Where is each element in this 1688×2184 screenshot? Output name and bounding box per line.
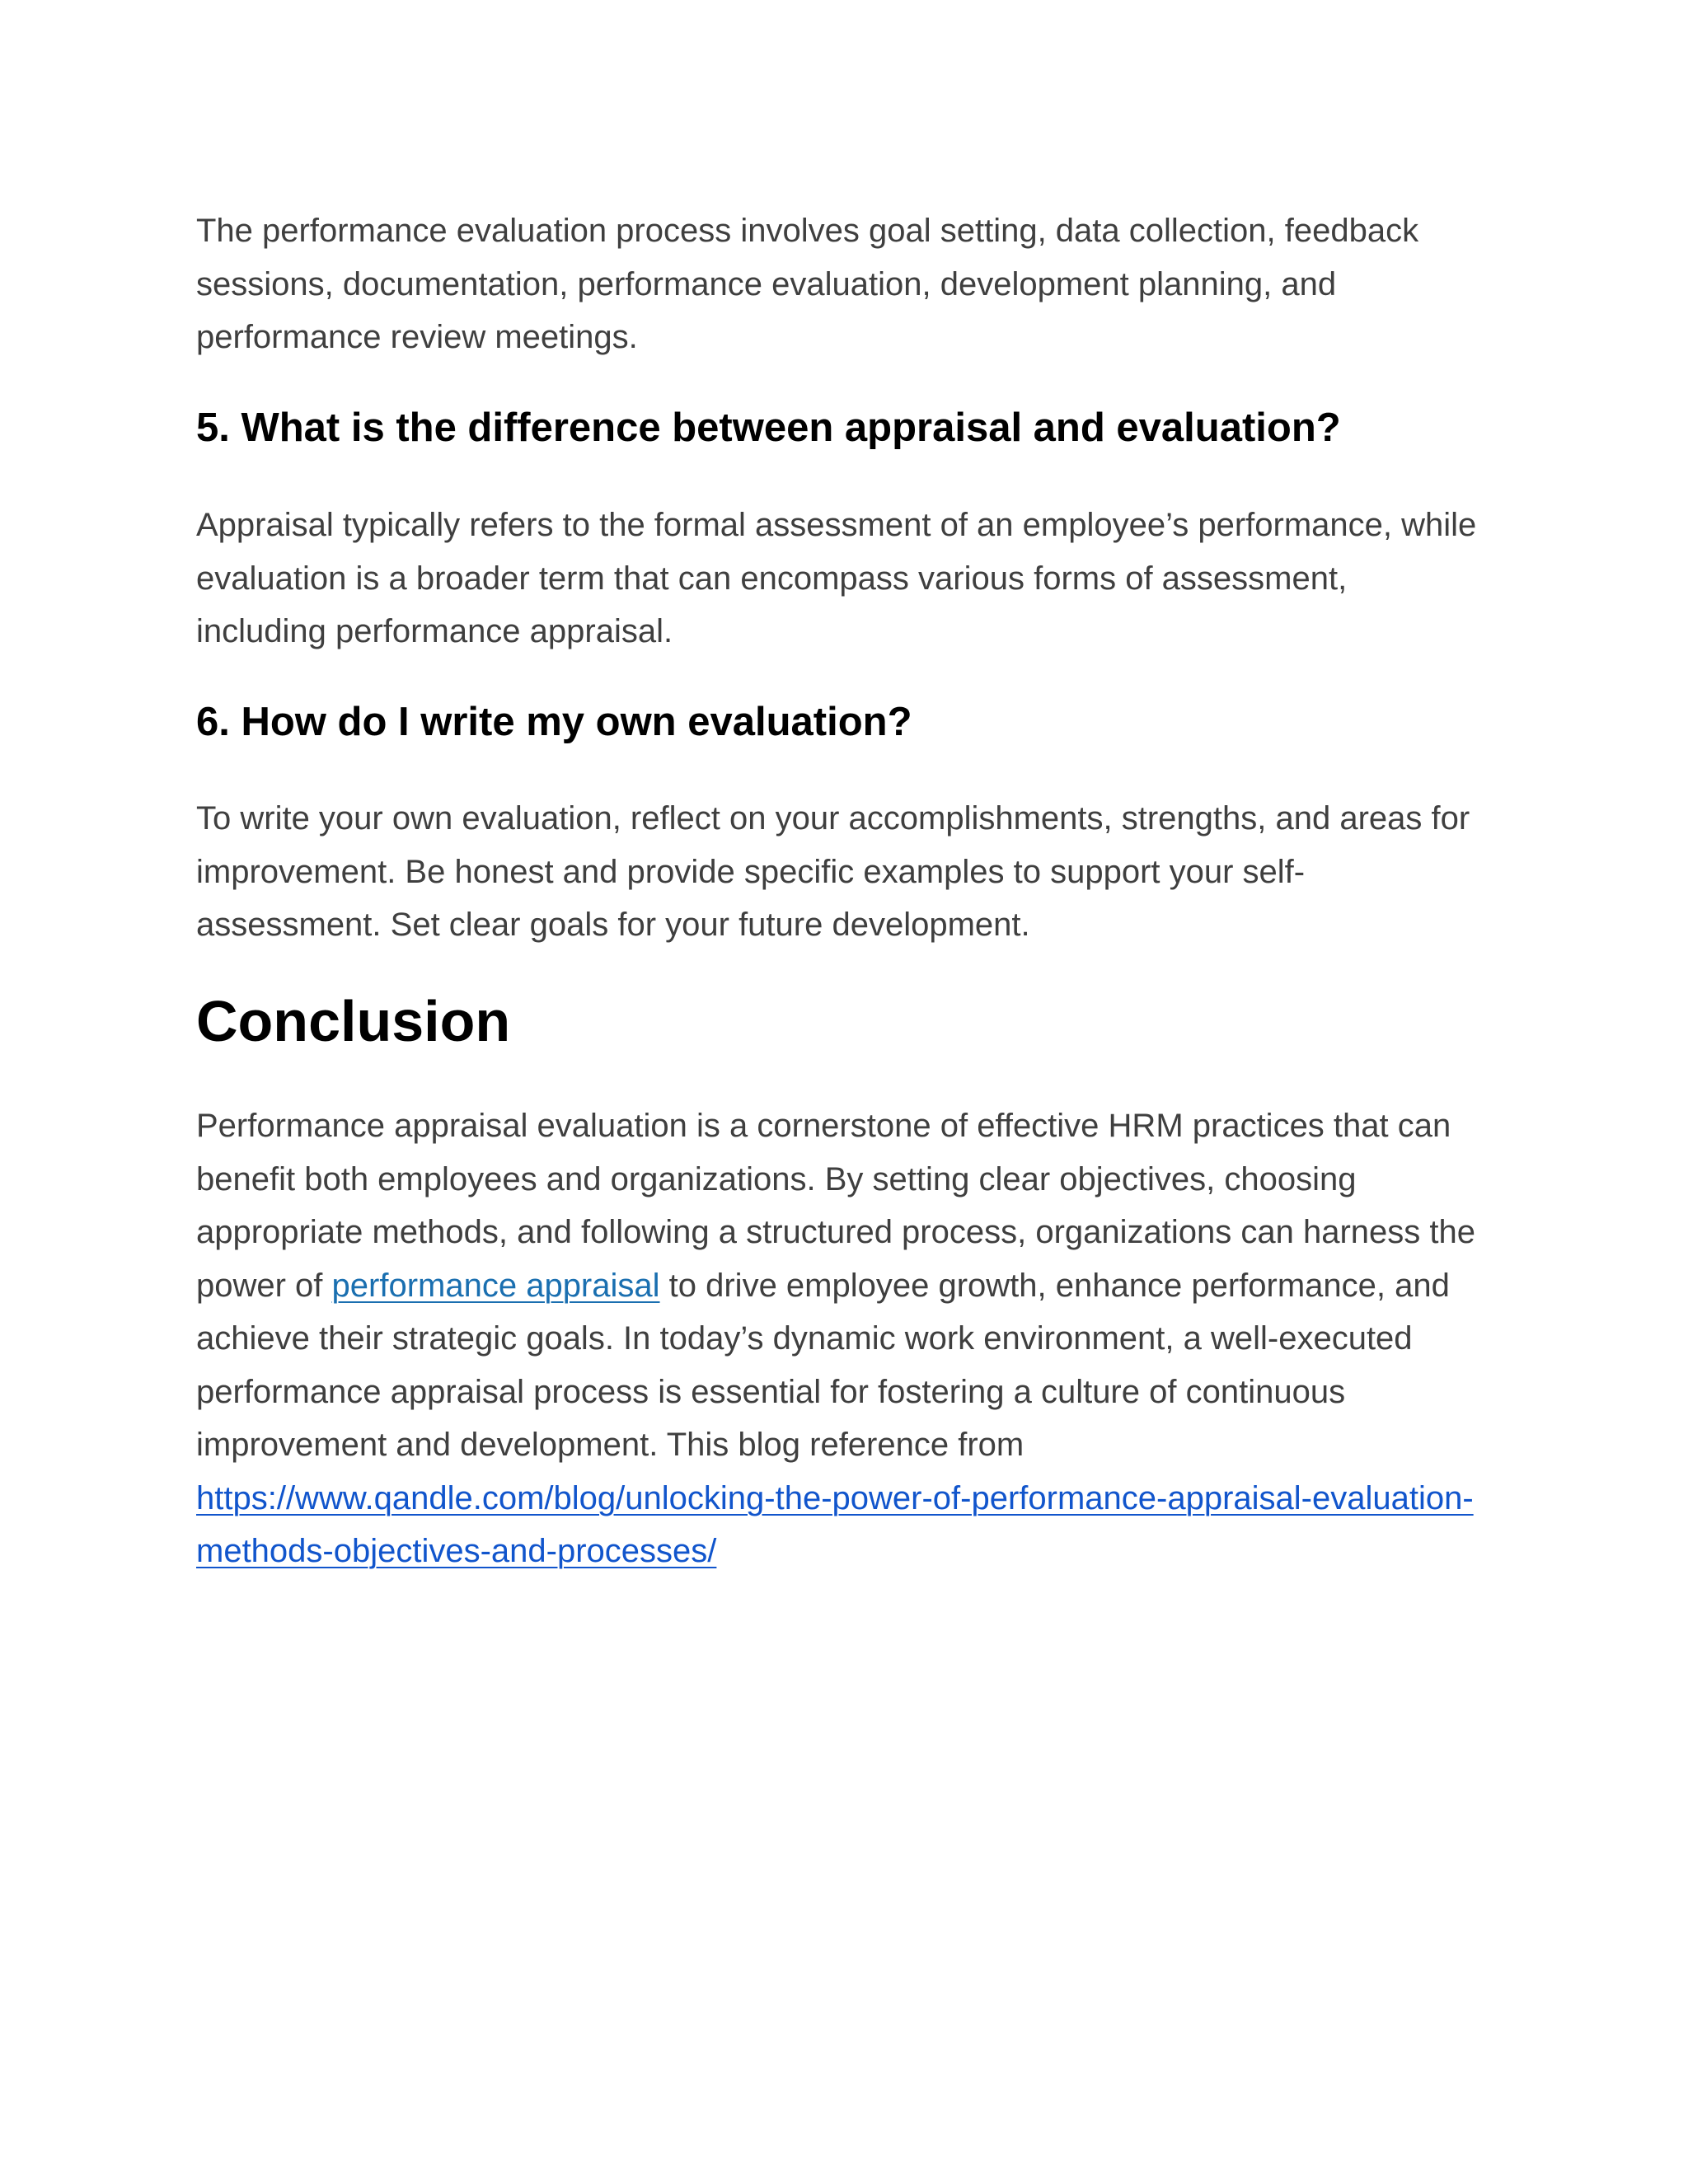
conclusion-line: performance appraisal process is essential for fostering a culture of continuous <box>196 1373 1346 1410</box>
intro-line: The performance evaluation process involves goal setting, data collection, feedback <box>196 213 1419 249</box>
q5-heading: 5. What is the difference between appraisal and evaluation? <box>196 405 1341 450</box>
conclusion-text: power of <box>196 1267 332 1304</box>
conclusion-line: achieve their strategic goals. In today’s dynamic work environment, a well-executed <box>196 1320 1413 1357</box>
conclusion-text: to drive employee growth, enhance performance, and <box>659 1267 1450 1304</box>
q6-answer-line: improvement. Be honest and provide specific examples to support your self- <box>196 853 1306 890</box>
intro-line: performance review meetings. <box>196 319 638 355</box>
intro-line: sessions, documentation, performance evaluation, development planning, and <box>196 265 1337 302</box>
q5-answer-line: including performance appraisal. <box>196 613 673 649</box>
conclusion-heading: Conclusion <box>196 989 511 1053</box>
conclusion-line: improvement and development. This blog reference from <box>196 1427 1025 1463</box>
conclusion-line: benefit both employees and organizations. By setting clear objectives, choosing <box>196 1160 1357 1197</box>
q6-answer-line: To write your own evaluation, reflect on your accomplishments, strengths, and areas for <box>196 800 1470 837</box>
q6-heading: 6. How do I write my own evaluation? <box>196 700 912 744</box>
reference-url-link-continued[interactable]: methods-objectives-and-processes/ <box>196 1533 717 1569</box>
performance-appraisal-link[interactable]: performance appraisal <box>331 1267 660 1304</box>
conclusion-paragraph <box>196 1099 1492 1578</box>
reference-url-link[interactable]: https://www.qandle.com/blog/unlocking-the-power-of-performance-appraisal-evaluation- <box>196 1479 1474 1516</box>
conclusion-line: Performance appraisal evaluation is a cornerstone of effective HRM practices that can <box>196 1108 1451 1144</box>
q5-answer-line: Appraisal typically refers to the formal assessment of an employee’s performance, while <box>196 507 1477 543</box>
reference-url-line <box>196 1525 1492 1578</box>
q5-answer-paragraph <box>196 499 1492 658</box>
q6-answer-line: assessment. Set clear goals for your future development. <box>196 907 1030 943</box>
q6-answer-paragraph <box>196 792 1492 952</box>
conclusion-line: appropriate methods, and following a structured process, organizations can harness the <box>196 1214 1476 1250</box>
q5-answer-line: evaluation is a broader term that can encompass various forms of assessment, <box>196 560 1348 597</box>
reference-url-line <box>196 1472 1492 1526</box>
conclusion-line-with-link <box>196 1259 1492 1313</box>
intro-paragraph <box>196 204 1492 364</box>
